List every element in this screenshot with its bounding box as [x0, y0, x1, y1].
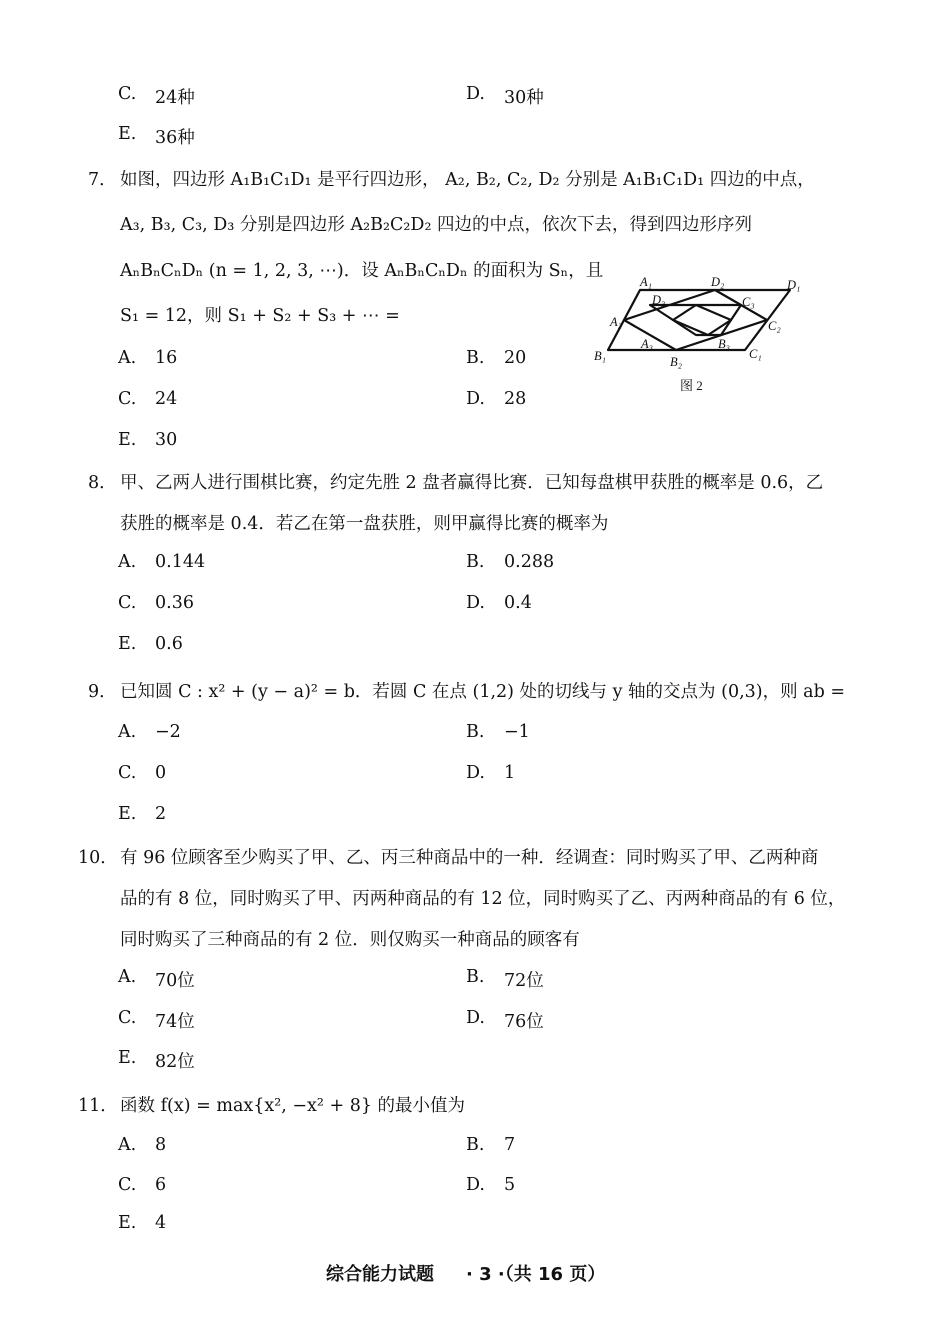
question-text: AₙBₙCₙDₙ (n = 1, 2, 3, ⋯)．设 AₙBₙCₙDₙ 的面积为 Sₙ，且	[120, 261, 604, 281]
option-letter: C.	[118, 593, 137, 613]
option-text: −2	[155, 722, 181, 742]
question-text: 同时购买了三种商品的有 2 位．则仅购买一种商品的顾客有	[120, 930, 580, 950]
option-letter: A.	[118, 722, 137, 742]
option-letter: C.	[118, 1008, 137, 1028]
quadrilateral-4	[673, 305, 731, 335]
option-letter: B.	[466, 348, 485, 368]
quadrilateral-1	[608, 290, 790, 350]
option-letter: E.	[118, 430, 137, 450]
option-letter: D.	[466, 763, 485, 783]
option-text: 82位	[155, 1052, 195, 1072]
option-letter: E.	[118, 1213, 137, 1233]
option-letter: D.	[466, 389, 485, 409]
figure-label: A₁	[640, 275, 652, 289]
option-letter: E.	[118, 634, 137, 654]
question-number: 9．	[88, 682, 117, 702]
option-letter: B.	[466, 722, 485, 742]
figure-label: C₂	[768, 319, 781, 333]
option-letter: A.	[118, 348, 137, 368]
option-text: 7	[504, 1135, 516, 1155]
option-text: 30种	[504, 88, 544, 108]
figure-parallelogram-sequence	[588, 268, 818, 398]
option-text: −1	[504, 722, 530, 742]
option-text: 36种	[155, 128, 195, 148]
question-text: S₁ = 12，则 S₁ + S₂ + S₃ + ⋯ =	[120, 306, 400, 326]
option-text: 6	[155, 1175, 167, 1195]
option-letter: B.	[466, 552, 485, 572]
figure-label: B₂	[670, 355, 682, 369]
question-text: A₃, B₃, C₃, D₃ 分别是四边形 A₂B₂C₂D₂ 四边的中点，依次下去，得到四边形序列	[120, 215, 753, 235]
figure-label: D₂	[711, 275, 725, 289]
option-text: 24	[155, 389, 178, 409]
option-letter: A.	[118, 967, 137, 987]
option-text: 4	[155, 1213, 167, 1233]
option-letter: A.	[118, 1135, 137, 1155]
figure-label: B₁	[594, 349, 606, 363]
figure-label: C₁	[749, 347, 762, 361]
question-text: 甲、乙两人进行围棋比赛，约定先胜 2 盘者赢得比赛．已知每盘棋甲获胜的概率是 0.6，乙	[120, 473, 824, 493]
figure-label: D₁	[787, 278, 801, 292]
option-text: 30	[155, 430, 178, 450]
option-letter: C.	[118, 84, 137, 104]
option-letter: D.	[466, 1008, 485, 1028]
option-letter: B.	[466, 967, 485, 987]
option-text: 5	[504, 1175, 516, 1195]
option-letter: E.	[118, 1048, 137, 1068]
question-text: 如图，四边形 A₁B₁C₁D₁ 是平行四边形， A₂, B₂, C₂, D₂ 分别是 A₁B₁C₁D₁ 四边的中点，	[120, 170, 815, 190]
option-text: 0.144	[155, 552, 206, 572]
figure-label: A₃	[641, 337, 653, 351]
option-letter: C.	[118, 763, 137, 783]
option-text: 2	[155, 804, 167, 824]
question-number: 10．	[78, 848, 118, 868]
option-letter: D.	[466, 84, 485, 104]
question-text: 获胜的概率是 0.4．若乙在第一盘获胜，则甲赢得比赛的概率为	[120, 514, 609, 534]
question-text: 有 96 位顾客至少购买了甲、乙、丙三种商品中的一种．经调查：同时购买了甲、乙两种商	[120, 848, 819, 868]
option-text: 0.4	[504, 593, 532, 613]
figure-label: D₃	[652, 293, 666, 307]
option-text: 24种	[155, 88, 195, 108]
option-letter: D.	[466, 1175, 485, 1195]
footer-title: 综合能力试题	[326, 1264, 434, 1285]
option-text: 72位	[504, 971, 544, 991]
option-text: 20	[504, 348, 527, 368]
question-number: 7．	[88, 170, 117, 190]
option-letter: C.	[118, 389, 137, 409]
option-text: 8	[155, 1135, 167, 1155]
option-text: 28	[504, 389, 527, 409]
question-number: 8．	[88, 473, 117, 493]
figure-label: B₃	[718, 337, 730, 351]
option-letter: C.	[118, 1175, 137, 1195]
option-text: 76位	[504, 1012, 544, 1032]
option-letter: B.	[466, 1135, 485, 1155]
question-text: 函数 f(x) = max{x², −x² + 8} 的最小值为	[120, 1096, 466, 1116]
figure-caption: 图 2	[680, 378, 703, 393]
question-text: 已知圆 C : x² + (y − a)² = b．若圆 C 在点 (1,2) 处的切线与 y 轴的交点为 (0,3)，则 ab =	[120, 682, 846, 702]
option-letter: D.	[466, 593, 485, 613]
option-text: 16	[155, 348, 178, 368]
option-text: 70位	[155, 971, 195, 991]
question-text: 品的有 8 位，同时购买了甲、丙两种商品的有 12 位，同时购买了乙、丙两种商品的有 6 位，	[120, 889, 846, 909]
option-text: 74位	[155, 1012, 195, 1032]
option-text: 0.36	[155, 593, 194, 613]
option-text: 0	[155, 763, 167, 783]
option-letter: E.	[118, 804, 137, 824]
footer-page-number: · 3 ·（共 16 页）	[466, 1264, 606, 1285]
option-letter: E.	[118, 124, 137, 144]
question-number: 11．	[78, 1096, 118, 1116]
figure-label: A₂	[610, 315, 622, 329]
option-letter: A.	[118, 552, 137, 572]
option-text: 0.6	[155, 634, 183, 654]
figure-label: C₃	[742, 295, 755, 309]
option-text: 0.288	[504, 552, 555, 572]
option-text: 1	[504, 763, 516, 783]
